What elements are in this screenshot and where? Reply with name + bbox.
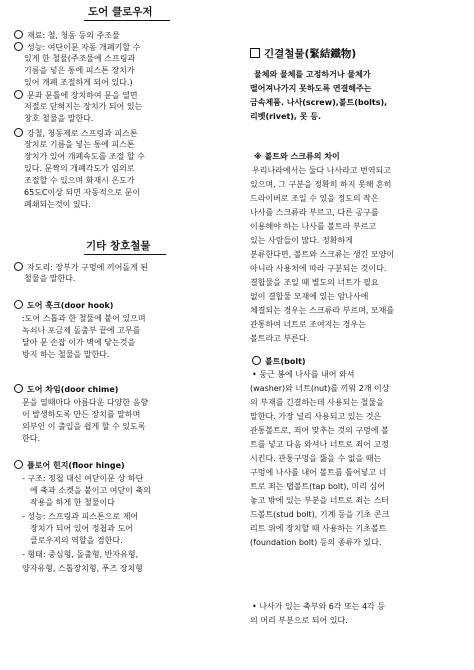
- list-item: 성능: 여단이문 자동 개폐기할 수: [14, 42, 140, 53]
- text-line: 폐쇄되는것이 있다.: [24, 200, 91, 209]
- heading-other-hardware: 기타 창호철물: [86, 240, 151, 252]
- square-bullet-icon: [250, 48, 260, 58]
- text-line: 철물을 말한다.: [24, 274, 76, 283]
- text-line: 녹쇠나 포금제 돌출부 끝에 고무를: [22, 326, 141, 335]
- text-line: 놓고 밖에 있는 부분을 너트로 죄는 스터: [250, 496, 389, 505]
- text-line: 없이 결합물 모재에 있는 암나사에: [250, 292, 369, 301]
- text-line: - 성능: 스프링과 피스톤으로 제어: [22, 512, 139, 521]
- text-line: 볼트라고 부른다.: [250, 334, 310, 343]
- text-line: 기름을 넣은 통에 피스톤 장치가: [24, 66, 135, 75]
- text-line: 있는 사람들이 많다. 정확하게: [250, 236, 353, 245]
- text-line: 있게 한 철물(주조물에 스프링과: [24, 54, 136, 63]
- text-line: 체결되는 경우는 스크류라 부르며, 모재를: [250, 306, 395, 315]
- text-line: (washer)와 너트(nut)를 끼워 2개 이상: [250, 384, 390, 393]
- text-line: 구멍에 나사를 내어 볼트를 틀어넣고 너: [250, 468, 387, 477]
- text-line: 한다.: [22, 434, 40, 443]
- text-line: 작용을 하게 한 철물이다: [30, 498, 115, 507]
- text-line: 에 축과 소켓을 붙이고 여닫이 축의: [30, 486, 151, 495]
- text-line: 트로 죄는 탭볼트(tap bolt), 미리 심어: [250, 482, 385, 491]
- circle-bullet-icon: [252, 356, 261, 365]
- text-line: 나사를 스크류라 부르고, 다른 공구를: [250, 208, 379, 217]
- text-line: 의 머리 부분으로 되어 있다.: [250, 616, 348, 625]
- list-item: 재료: 철, 청동 등의 주조물: [14, 30, 120, 41]
- text-line: 드라이버로 조일 수 있을 정도의 작은: [250, 194, 379, 203]
- heading-underline: [84, 254, 166, 255]
- subheading-door-chime: 도어 차임(door chime): [14, 384, 118, 395]
- text-line: 관통하여 너트로 조여지는 경우는: [250, 320, 366, 329]
- list-item: 자도리: 장부가 구멍에 끼어돌게 된: [14, 262, 148, 273]
- text-line: 말한다. 가장 널리 사용되고 있는 것은: [250, 412, 382, 421]
- text-line: 외부인 이 출입을 쉽게 할 수 있도록: [22, 422, 146, 431]
- text-line: • 둥근 봉에 나사를 내어 와셔: [252, 370, 355, 379]
- circle-bullet-icon: [14, 300, 23, 309]
- list-item: 문과 문틀에 장치하여 문을 열면: [14, 90, 138, 101]
- list-item: 강철, 청동제로 스프링과 피스톤: [14, 128, 138, 139]
- text-line: 관통볼트로, 죄어 맞추는 것의 구멍에 볼: [250, 426, 389, 435]
- text-line: 있어 개폐 조절하게 되어 있다.): [24, 78, 133, 87]
- text-line: - 구조: 정첩 대신 여닫이문 상 하단: [22, 474, 144, 483]
- text-line: 클로우저의 역할을 겸한다.: [30, 536, 123, 545]
- text-line: 드볼트(stud bolt), 기계 등을 기초 콘크: [250, 510, 390, 519]
- text-line: 금속제품. 나사(screw),볼트(bolts),: [250, 98, 388, 107]
- subheading-bolt: 볼트(bolt): [252, 356, 306, 367]
- subheading-floor-hinge: 플로어 힌지(floor hinge): [14, 460, 125, 471]
- text-line: 아니라 사용처에 따라 구분되는 것이다.: [250, 264, 387, 273]
- text-line: 트를 넣고 다음 와셔나 너트로 죄어 고정: [250, 440, 389, 449]
- text-line: 물체와 물체를 고정하거나 물체가: [254, 70, 371, 79]
- text-line: 문을 열때마다 아름다운 다양한 음향: [22, 398, 149, 407]
- note-title: ※ 볼트와 스크류의 차이: [254, 152, 340, 161]
- text-line: 장치가 있어 개폐속도를 조절 할 수: [24, 152, 145, 161]
- text-line: 달아 문 손잡 이가 벽에 닿는것을: [22, 338, 136, 347]
- text-line: 조절할 수 있으며 화재시 온도가: [24, 176, 135, 185]
- heading-door-closer: 도어 클로우저: [88, 6, 153, 18]
- text-line: 결합물을 조일 때 별도의 너트가 필요: [250, 278, 379, 287]
- circle-bullet-icon: [14, 42, 23, 51]
- circle-bullet-icon: [14, 90, 23, 99]
- text-line: 시킨다. 관통구멍을 뚫을 수 없을 때는: [250, 454, 382, 463]
- text-line: 이 발생하도록 만든 장치를 말하며: [22, 410, 141, 419]
- text-line: 분류한다면, 볼트와 스크류는 생긴 모양이: [250, 250, 395, 259]
- circle-bullet-icon: [14, 128, 23, 137]
- circle-bullet-icon: [14, 460, 23, 469]
- text-line: 있다. 문짝의 개폐각도가 임의로: [24, 164, 135, 173]
- text-line: 장치로 기름을 넣는 통에 피스톤: [24, 140, 135, 149]
- circle-bullet-icon: [14, 384, 23, 393]
- text-line: 저절로 닫혀지는 장치가 되어 있는: [24, 102, 143, 111]
- text-line: 리트 위에 장치할 때 사용하는 기초볼트: [250, 524, 387, 533]
- subheading-door-hook: 도어 훅크(door hook): [14, 300, 113, 311]
- text-line: 65도C이상 되면 자동적으로 문이: [24, 188, 141, 197]
- text-line: • 나사가 있는 축부와 6각 또는 4각 등: [252, 602, 386, 611]
- text-line: (foundation bolt) 등의 종류가 있다.: [250, 538, 382, 547]
- heading-underline: [84, 20, 170, 21]
- text-line: 떨어져나가지 못하도록 연결해주는: [250, 84, 372, 93]
- text-line: - 형태: 중심형, 돌출형, 반자유형,: [22, 550, 139, 559]
- text-line: 방지 하는 철물을 말한다.: [22, 350, 110, 359]
- circle-bullet-icon: [14, 30, 23, 39]
- text-line: 있으며, 그 구분을 정확히 하지 못해 흔히: [250, 180, 392, 189]
- text-line: 이용해야 하는 나사를 볼트라 부르고: [250, 222, 377, 231]
- heading-fastening-hardware: 긴결철물(緊結鐵物): [250, 48, 356, 60]
- text-line: 양자유형, 스톱장치형, 푸즈 장치형: [22, 564, 143, 573]
- text-line: 우리나라에서는 둘다 나사라고 번역되고: [252, 166, 392, 175]
- text-line: 리벳(rivet), 못 등.: [250, 112, 322, 121]
- text-line: 창호 철물을 말한다.: [24, 114, 94, 123]
- text-line: 장치가 되어 있어 정첩과 도어: [30, 524, 133, 533]
- text-line: 의 부재를 긴결하는데 사용되는 철물을: [250, 398, 384, 407]
- text-line: :도어 스톱과 한 철물에 붙어 있으며: [22, 314, 146, 323]
- circle-bullet-icon: [14, 262, 23, 271]
